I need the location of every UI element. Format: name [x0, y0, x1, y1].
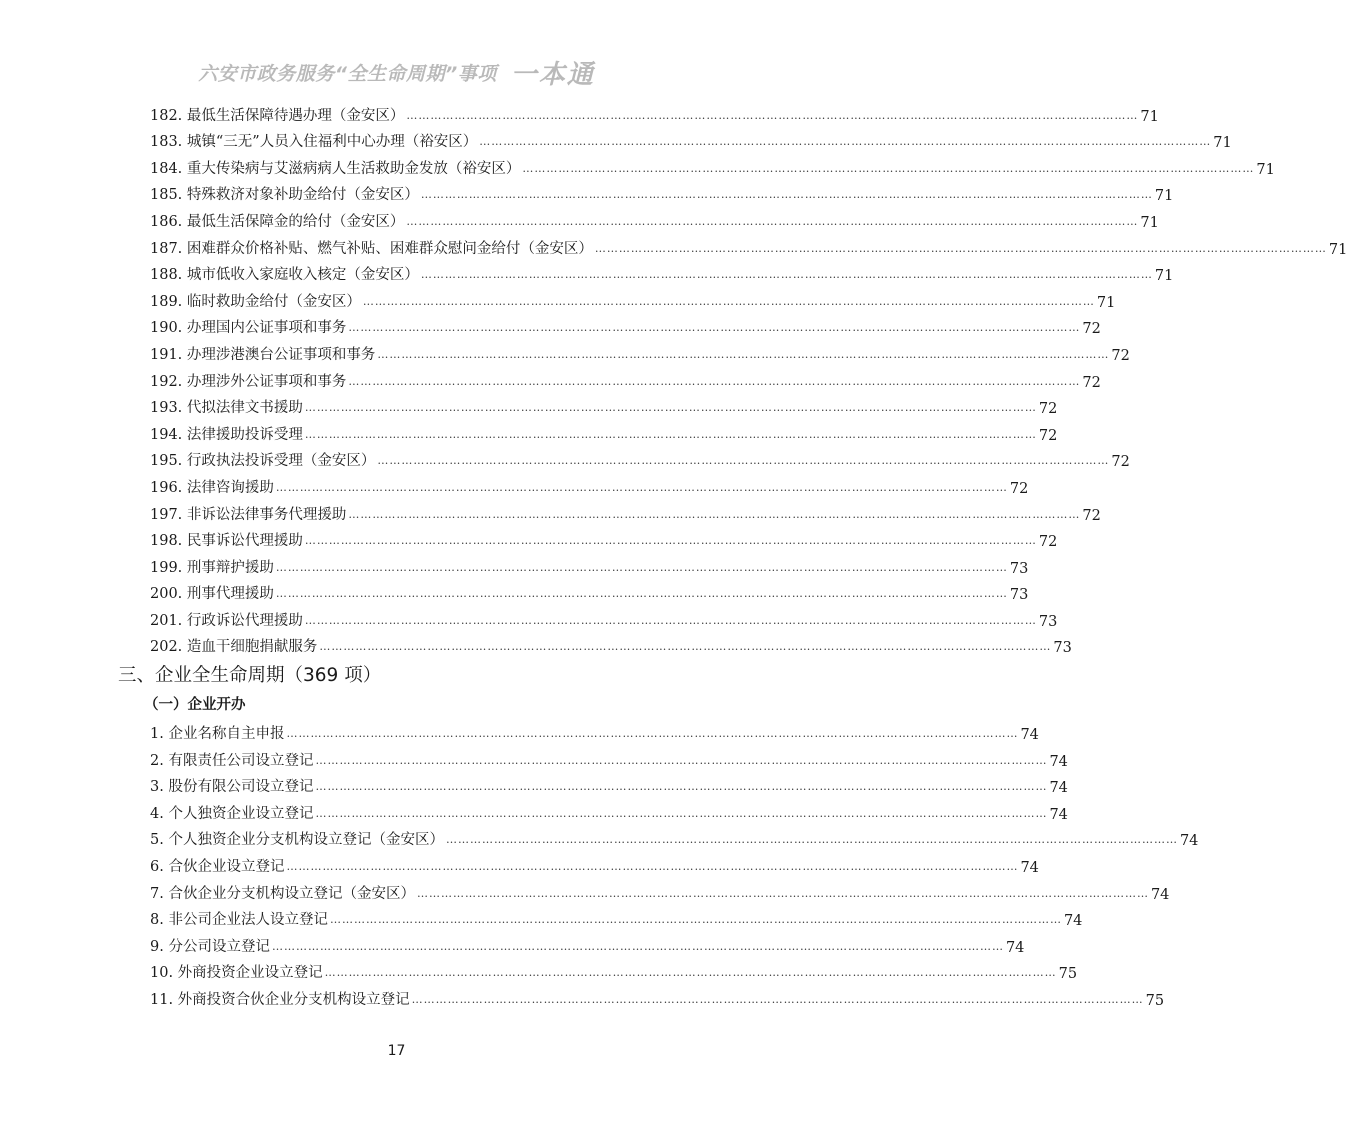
- toc-dot-leader: …………………………………………………………………………………………………………………………………………………………………: [420, 188, 1153, 202]
- toc-dot-leader: …………………………………………………………………………………………………………………………………………………………………: [362, 294, 1095, 308]
- toc-dot-leader: …………………………………………………………………………………………………………………………………………………………………: [315, 753, 1048, 767]
- toc-entry-label: 184. 重大传染病与艾滋病病人生活救助金发放（裕安区）: [150, 160, 521, 177]
- toc-entry-label: 186. 最低生活保障金的给付（金安区）: [150, 213, 405, 230]
- toc-entry-label: 196. 法律咨询援助: [150, 479, 274, 496]
- toc-entry-label: 1. 企业名称自主申报: [150, 726, 285, 743]
- toc-entry[interactable]: [150, 311, 1101, 338]
- toc-entry-label: 182. 最低生活保障待遇办理（金安区）: [150, 107, 405, 124]
- toc-entry[interactable]: [150, 577, 1029, 604]
- toc-dot-leader: …………………………………………………………………………………………………………………………………………………………………: [275, 587, 1008, 601]
- toc-entry-label: 7. 合伙企业分支机构设立登记（金安区）: [150, 885, 415, 902]
- toc-entry[interactable]: [150, 876, 1170, 903]
- toc-dot-leader: …………………………………………………………………………………………………………………………………………………………………: [315, 806, 1048, 820]
- toc-entry[interactable]: [150, 125, 1232, 152]
- toc-entry-page: 72: [1009, 480, 1029, 497]
- toc-entry-page: 74: [1020, 860, 1039, 877]
- toc-entry-page: 71: [1096, 294, 1116, 311]
- toc-entry-page: 74: [1049, 780, 1068, 797]
- toc-entry-page: 75: [1058, 966, 1078, 983]
- toc-dot-leader: …………………………………………………………………………………………………………………………………………………………………: [377, 347, 1110, 361]
- toc-dot-leader: …………………………………………………………………………………………………………………………………………………………………: [522, 161, 1255, 175]
- toc-entry-label: 187. 困难群众价格补贴、燃气补贴、困难群众慰问金给付（金安区）: [150, 240, 593, 257]
- toc-entry[interactable]: [150, 550, 1029, 577]
- toc-entry-label: 189. 临时救助金给付（金安区）: [150, 293, 361, 310]
- toc-entry-page: 74: [1150, 886, 1170, 903]
- toc-entry[interactable]: [150, 231, 1347, 258]
- header-tagline: 一本通: [510, 60, 595, 90]
- toc-dot-leader: …………………………………………………………………………………………………………………………………………………………………: [319, 640, 1052, 654]
- toc-entry[interactable]: [150, 258, 1174, 285]
- toc-entry-label: 4. 个人独资企业设立登记: [150, 805, 314, 822]
- toc-entry-page: 74: [1049, 753, 1068, 770]
- toc-entry-label: 9. 分公司设立登记: [150, 938, 270, 955]
- toc-entry[interactable]: [150, 98, 1159, 125]
- toc-entry-label: 194. 法律援助投诉受理: [150, 426, 303, 443]
- toc-entry-page: 72: [1111, 347, 1130, 364]
- toc-dot-leader: …………………………………………………………………………………………………………………………………………………………………: [416, 886, 1149, 900]
- toc-entry-label: 200. 刑事代理援助: [150, 586, 274, 603]
- toc-entry-label: 201. 行政诉讼代理援助: [150, 612, 303, 629]
- toc-entry-label: 202. 造血干细胞捐献服务: [150, 639, 318, 656]
- toc-entry-label: 190. 办理国内公证事项和事务: [150, 320, 347, 337]
- toc-entry-page: 72: [1082, 321, 1101, 338]
- toc-entry-page: 71: [1154, 268, 1174, 285]
- toc-entry-page: 74: [1049, 806, 1068, 823]
- toc-entry-label: 6. 合伙企业设立登记: [150, 859, 285, 876]
- toc-entry-page: 71: [1256, 161, 1275, 178]
- toc-entry[interactable]: [150, 903, 1083, 930]
- toc-entry-page: 73: [1053, 640, 1072, 657]
- toc-entry[interactable]: [150, 770, 1068, 797]
- toc-entry-page: 73: [1009, 587, 1029, 604]
- toc-entry-page: 73: [1038, 613, 1058, 630]
- section-title[interactable]: 三、企业全生命周期（369 项）: [118, 665, 382, 687]
- toc-dot-leader: …………………………………………………………………………………………………………………………………………………………………: [594, 241, 1327, 255]
- toc-dot-leader: …………………………………………………………………………………………………………………………………………………………………: [329, 913, 1062, 927]
- toc-entry-label: 188. 城市低收入家庭收入核定（金安区）: [150, 267, 419, 284]
- toc-list-enterprise: [150, 716, 1199, 1009]
- toc-entry[interactable]: [150, 630, 1072, 657]
- toc-entry-page: 72: [1082, 507, 1101, 524]
- toc-entry[interactable]: [150, 364, 1101, 391]
- toc-entry-page: 72: [1082, 374, 1101, 391]
- toc-dot-leader: …………………………………………………………………………………………………………………………………………………………………: [304, 401, 1037, 415]
- toc-entry[interactable]: [150, 151, 1275, 178]
- toc-entry[interactable]: [150, 743, 1068, 770]
- toc-entry[interactable]: [150, 956, 1078, 983]
- toc-entry[interactable]: [150, 982, 1165, 1009]
- toc-dot-leader: …………………………………………………………………………………………………………………………………………………………………: [275, 560, 1008, 574]
- toc-dot-leader: …………………………………………………………………………………………………………………………………………………………………: [275, 480, 1008, 494]
- toc-entry-page: 71: [1213, 135, 1232, 152]
- toc-entry-page: 74: [1005, 939, 1025, 956]
- toc-dot-leader: …………………………………………………………………………………………………………………………………………………………………: [271, 939, 1004, 953]
- toc-dot-leader: …………………………………………………………………………………………………………………………………………………………………: [348, 374, 1081, 388]
- toc-entry-page: 74: [1179, 833, 1199, 850]
- toc-dot-leader: …………………………………………………………………………………………………………………………………………………………………: [304, 427, 1037, 441]
- page-number: 17: [387, 1043, 406, 1059]
- toc-entry[interactable]: [150, 524, 1058, 551]
- toc-dot-leader: …………………………………………………………………………………………………………………………………………………………………: [286, 727, 1019, 741]
- toc-entry-label: 192. 办理涉外公证事项和事务: [150, 373, 347, 390]
- toc-entry[interactable]: [150, 796, 1068, 823]
- toc-entry-label: 185. 特殊救济对象补助金给付（金安区）: [150, 187, 419, 204]
- table-of-contents: [118, 98, 1347, 1009]
- toc-dot-leader: …………………………………………………………………………………………………………………………………………………………………: [377, 454, 1110, 468]
- toc-dot-leader: …………………………………………………………………………………………………………………………………………………………………: [304, 534, 1037, 548]
- toc-dot-leader: …………………………………………………………………………………………………………………………………………………………………: [420, 268, 1153, 282]
- toc-dot-leader: …………………………………………………………………………………………………………………………………………………………………: [324, 966, 1057, 980]
- toc-dot-leader: …………………………………………………………………………………………………………………………………………………………………: [348, 507, 1081, 521]
- toc-entry[interactable]: [150, 823, 1199, 850]
- toc-entry-label: 10. 外商投资企业设立登记: [150, 965, 323, 982]
- toc-entry-page: 71: [1140, 214, 1159, 231]
- toc-entry-page: 71: [1328, 241, 1347, 258]
- toc-list-individual: [150, 98, 1347, 657]
- toc-entry-label: 8. 非公司企业法人设立登记: [150, 912, 328, 929]
- toc-entry-page: 72: [1111, 454, 1130, 471]
- toc-entry[interactable]: [150, 470, 1029, 497]
- toc-dot-leader: …………………………………………………………………………………………………………………………………………………………………: [286, 860, 1019, 874]
- page-header: [0, 54, 793, 90]
- toc-dot-leader: …………………………………………………………………………………………………………………………………………………………………: [479, 135, 1212, 149]
- toc-entry[interactable]: [150, 929, 1025, 956]
- toc-entry-label: 3. 股份有限公司设立登记: [150, 779, 314, 796]
- toc-entry-label: 195. 行政执法投诉受理（金安区）: [150, 453, 376, 470]
- toc-entry-label: 198. 民事诉讼代理援助: [150, 533, 303, 550]
- toc-entry-page: 72: [1038, 534, 1058, 551]
- toc-entry-label: 199. 刑事辩护援助: [150, 559, 274, 576]
- toc-entry-label: 183. 城镇“三无”人员入住福利中心办理（裕安区）: [150, 134, 478, 151]
- toc-entry-label: 193. 代拟法律文书援助: [150, 400, 303, 417]
- toc-entry[interactable]: [150, 204, 1159, 231]
- toc-dot-leader: …………………………………………………………………………………………………………………………………………………………………: [315, 780, 1048, 794]
- toc-entry[interactable]: [150, 497, 1101, 524]
- toc-entry[interactable]: [150, 178, 1174, 205]
- toc-entry-label: 5. 个人独资企业分支机构设立登记（金安区）: [150, 832, 444, 849]
- toc-dot-leader: …………………………………………………………………………………………………………………………………………………………………: [445, 833, 1178, 847]
- toc-entry[interactable]: [150, 417, 1058, 444]
- toc-entry[interactable]: [150, 337, 1130, 364]
- toc-entry[interactable]: [150, 391, 1058, 418]
- toc-entry-page: 72: [1038, 401, 1058, 418]
- toc-entry[interactable]: [150, 603, 1058, 630]
- toc-entry-page: 74: [1020, 727, 1039, 744]
- toc-entry-page: 75: [1145, 993, 1165, 1009]
- toc-entry-label: 2. 有限责任公司设立登记: [150, 752, 314, 769]
- toc-dot-leader: …………………………………………………………………………………………………………………………………………………………………: [348, 321, 1081, 335]
- toc-dot-leader: …………………………………………………………………………………………………………………………………………………………………: [406, 214, 1139, 228]
- toc-entry[interactable]: [150, 444, 1130, 471]
- toc-entry[interactable]: [150, 849, 1039, 877]
- header-title: 六安市政务服务“全生命周期”事项: [198, 63, 497, 85]
- toc-entry-label: 191. 办理涉港澳台公证事项和事务: [150, 346, 376, 363]
- toc-entry-page: 71: [1154, 188, 1174, 205]
- toc-entry-page: 73: [1009, 560, 1029, 577]
- toc-dot-leader: …………………………………………………………………………………………………………………………………………………………………: [304, 613, 1037, 627]
- toc-entry[interactable]: [150, 716, 1039, 744]
- toc-entry[interactable]: [150, 284, 1116, 311]
- subsection-title[interactable]: （一）企业开办: [144, 696, 246, 713]
- toc-dot-leader: …………………………………………………………………………………………………………………………………………………………………: [406, 108, 1139, 122]
- toc-entry-page: 72: [1038, 427, 1058, 444]
- toc-entry-label: 11. 外商投资合伙企业分支机构设立登记: [150, 992, 410, 1008]
- toc-entry-page: 74: [1063, 913, 1083, 930]
- toc-entry-page: 71: [1140, 108, 1159, 125]
- toc-entry-label: 197. 非诉讼法律事务代理援助: [150, 506, 347, 523]
- toc-dot-leader: …………………………………………………………………………………………………………………………………………………………………: [411, 993, 1144, 1006]
